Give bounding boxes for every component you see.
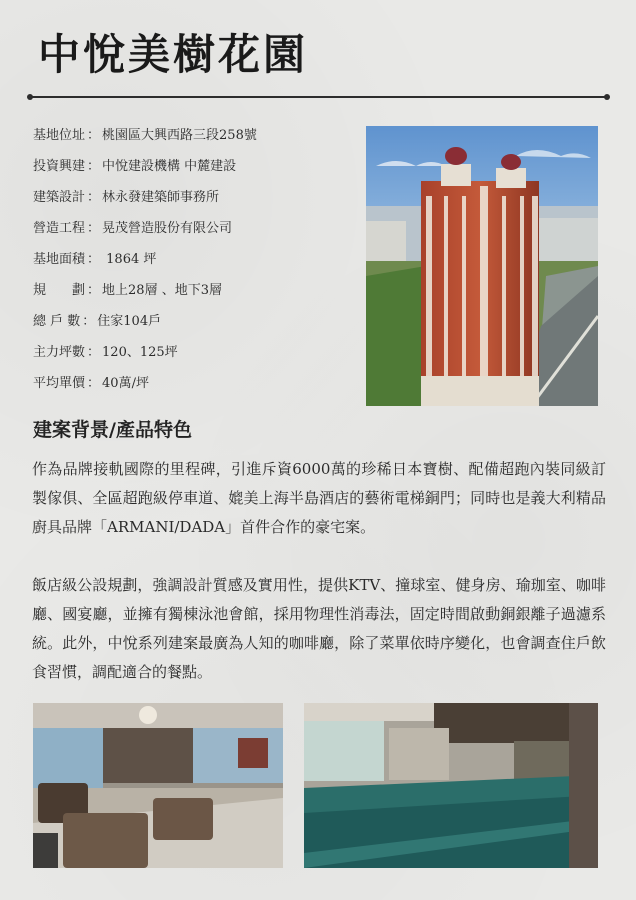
- info-separator: ：: [87, 128, 101, 143]
- info-separator: ：: [87, 283, 101, 298]
- info-separator: ：: [87, 159, 101, 174]
- info-label: 平均單價: [33, 376, 86, 391]
- info-label: 投資興建: [33, 159, 86, 174]
- info-label: 主力坪數: [33, 345, 86, 360]
- title-divider: [30, 96, 607, 98]
- page-title: 中悅美樹花園: [38, 30, 309, 79]
- info-separator: ：: [87, 376, 101, 391]
- paragraph-background: 作為品牌接軌國際的里程碑，引進斥資6000萬的珍稀日本寶樹、配備超跑內裝同級訂製傢俱、全區超跑級停車道、媲美上海半島酒店的藝術電梯銅門；同時也是義大利精品廚具品牌「ARMANI/DADA」首件合作的豪宅案。: [32, 460, 606, 536]
- info-label: 建築設計: [33, 190, 86, 205]
- info-value: 中悅建設機構 中麓建設: [102, 159, 237, 174]
- info-separator: ：: [87, 345, 101, 360]
- info-separator: ：: [82, 314, 96, 329]
- info-row-floors: [33, 275, 353, 306]
- section-heading: 建案背景/產品特色: [33, 419, 192, 441]
- info-label: 基地位址: [33, 128, 86, 143]
- lounge-photo: [33, 703, 283, 868]
- info-value: 晃茂營造股份有限公司: [102, 221, 233, 236]
- info-value: 桃園區大興西路三段258號: [102, 128, 257, 143]
- info-row-contractor: [33, 213, 353, 244]
- tower-photo: [366, 126, 598, 406]
- info-value: 地上28層 、地下3層: [102, 283, 222, 298]
- info-row-units: [33, 306, 353, 337]
- info-value: 住家104戶: [97, 314, 162, 329]
- info-row-price: [33, 368, 353, 399]
- info-value: 林永發建築師事務所: [102, 190, 220, 205]
- info-label: 規 劃: [33, 283, 86, 298]
- paragraph-facilities: 飯店級公設規劃，強調設計質感及實用性，提供KTV、撞球室、健身房、瑜珈室、咖啡廳、國宴廳，並擁有獨棟泳池會館，採用物理性消毒法，固定時間啟動銅銀離子過濾系統。此外，中悅系列建案最廣為人知的咖啡廳，除了菜單依時序變化，也會調查住戶飲食習慣，調配適合的餐點。: [32, 576, 606, 681]
- info-row-architect: [33, 182, 353, 213]
- info-label: 總 戶 數: [33, 314, 81, 329]
- info-separator: ：: [87, 252, 101, 267]
- info-value: 1864 坪: [102, 252, 157, 267]
- info-value: 40萬/坪: [102, 376, 149, 391]
- info-value: 120、125坪: [102, 345, 178, 360]
- info-separator: ：: [87, 221, 101, 236]
- info-label: 營造工程: [33, 221, 86, 236]
- info-row-address: [33, 120, 353, 151]
- info-label: 基地面積: [33, 252, 86, 267]
- info-row-unit-size: [33, 337, 353, 368]
- info-row-developer: [33, 151, 353, 182]
- info-separator: ：: [87, 190, 101, 205]
- pool-photo: [304, 703, 598, 868]
- project-info-list: [33, 120, 353, 399]
- info-row-site-area: [33, 244, 353, 275]
